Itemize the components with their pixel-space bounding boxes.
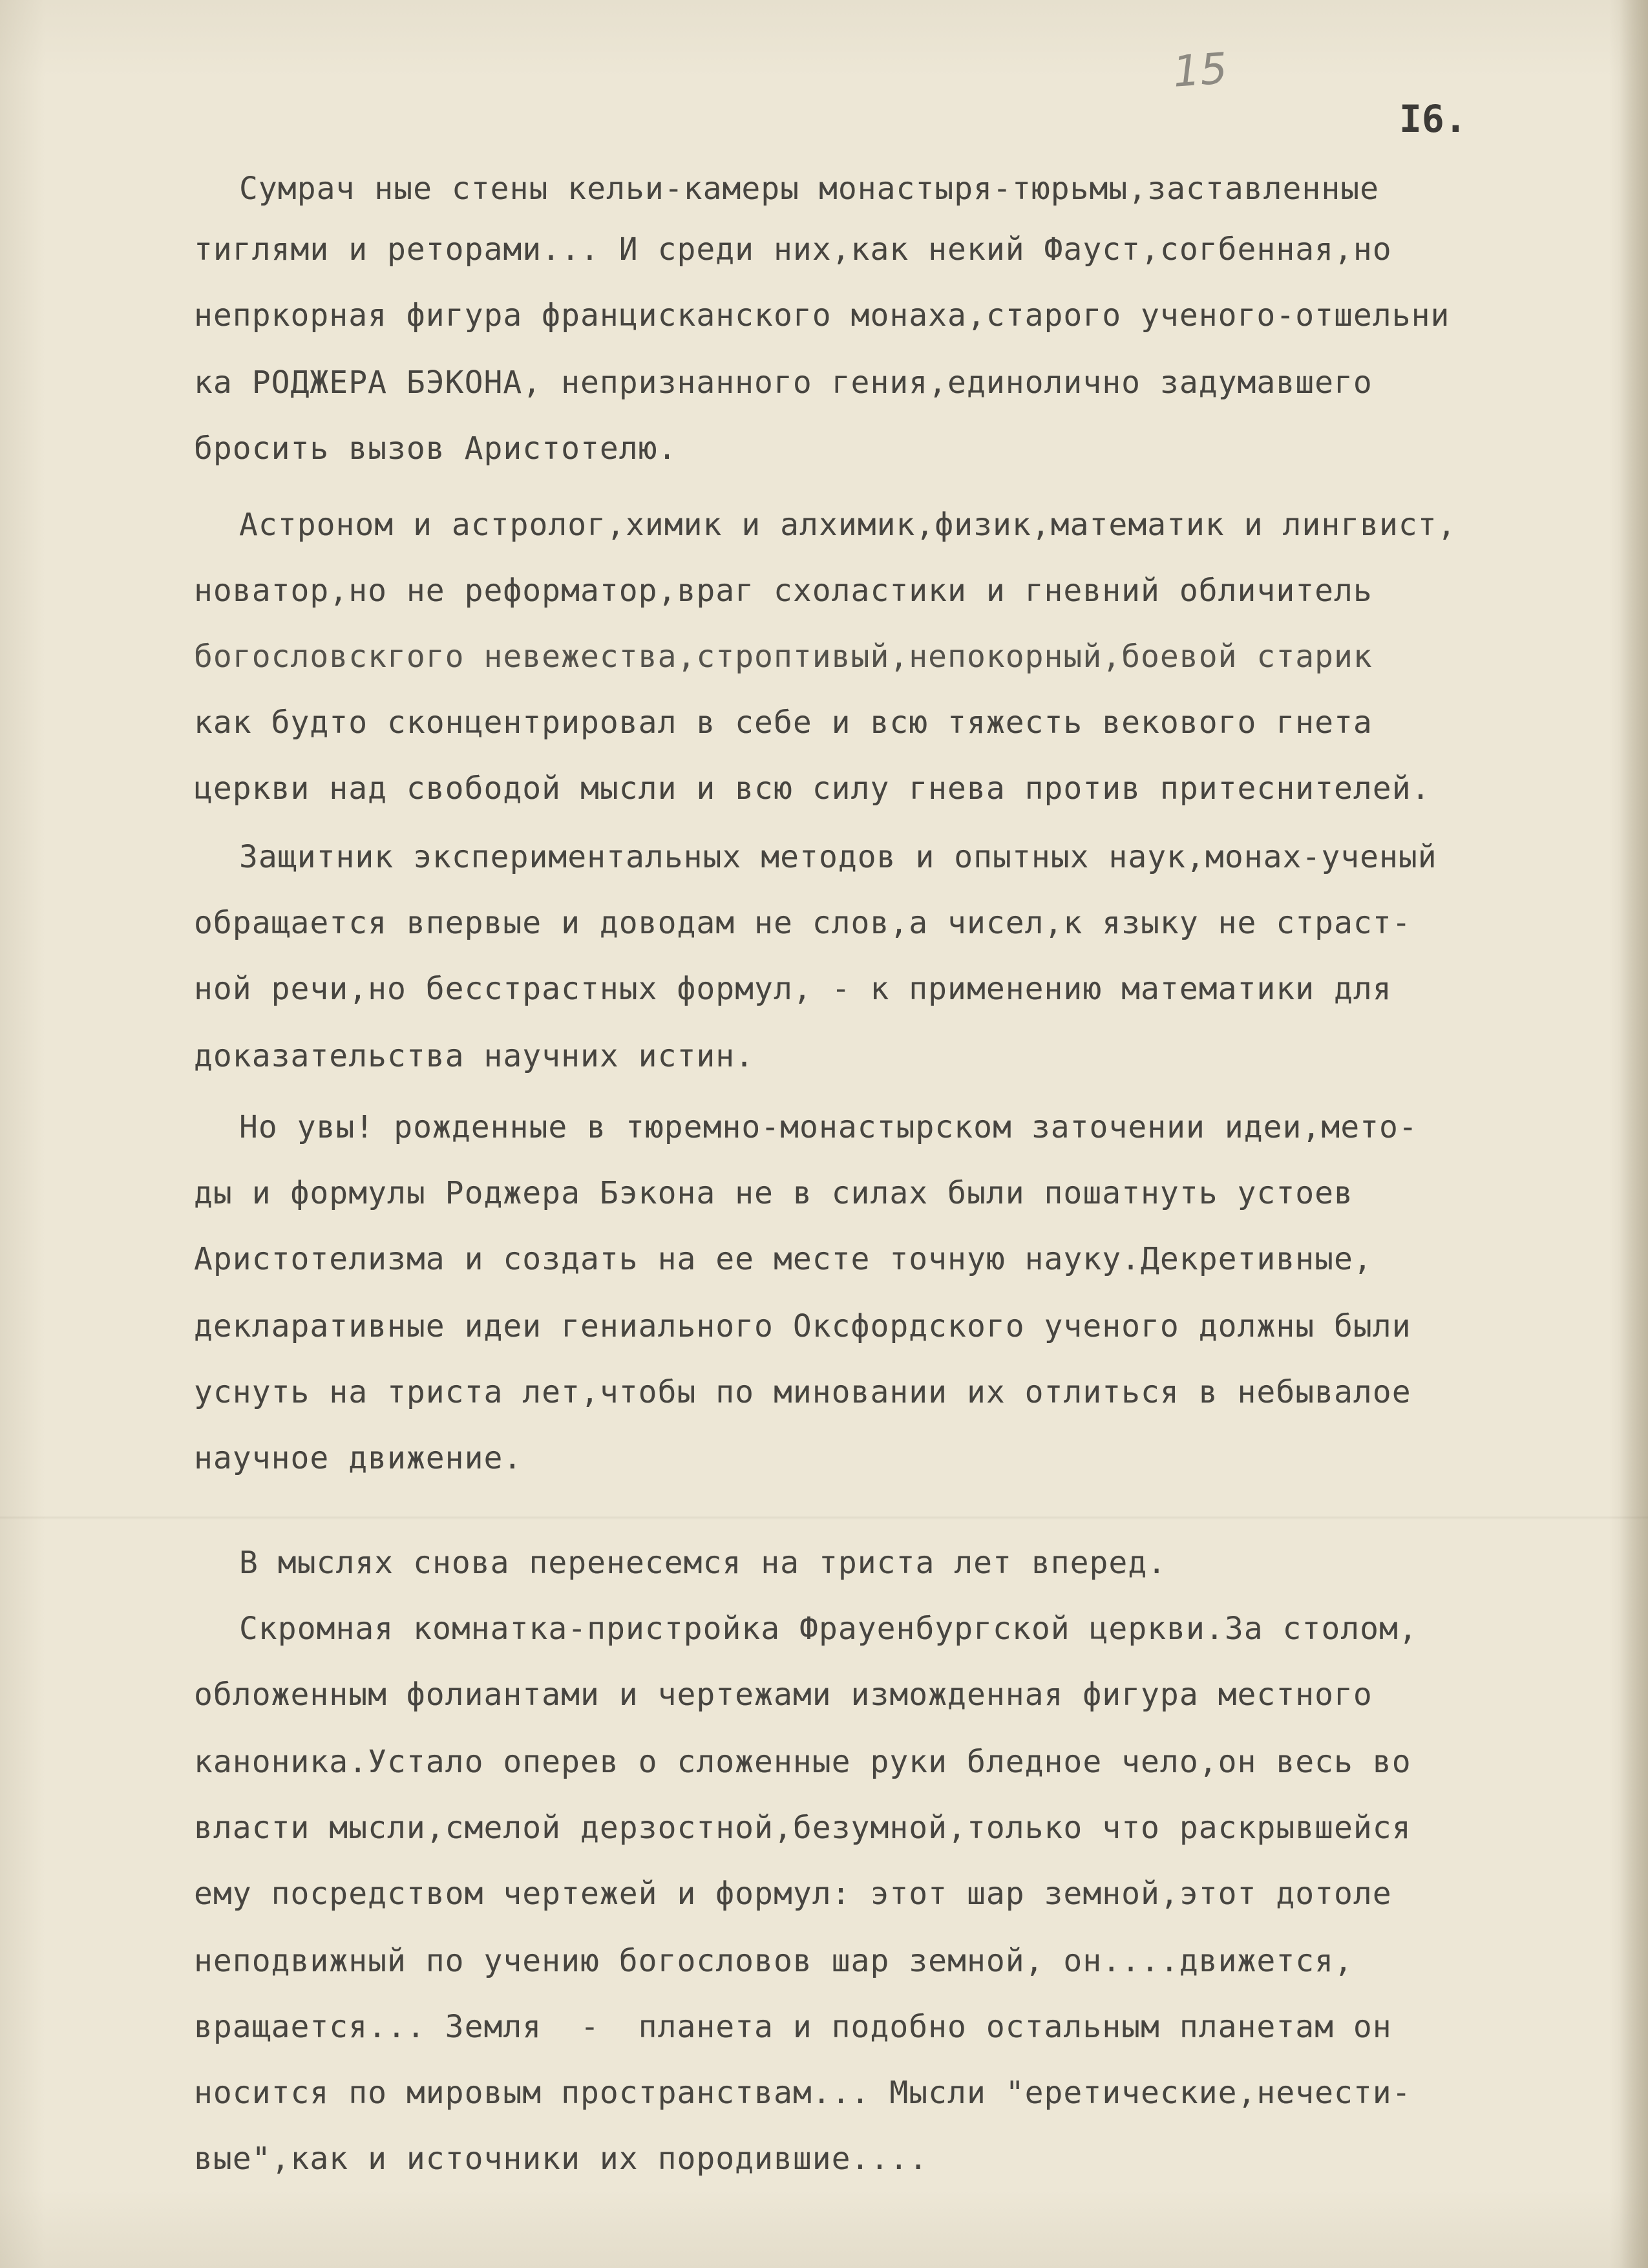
text-line: ка РОДЖЕРА БЭКОНА, непризнанного гения,единолично задумавшего bbox=[194, 365, 1373, 401]
pencil-page-number: 15 bbox=[1171, 43, 1229, 97]
text-line: Сумрач ные стены кельи-камеры монастыря-тюрьмы,заставленные bbox=[239, 171, 1380, 207]
text-line: ной речи,но бесстрастных формул, - к применению математики для bbox=[194, 971, 1392, 1007]
text-line: Астроном и астролог,химик и алхимик,физик,математик и лингвист, bbox=[239, 507, 1457, 543]
text-line: бросить вызов Аристотелю. bbox=[194, 430, 677, 467]
text-line: вые",как и источники их породившие.... bbox=[194, 2141, 929, 2177]
text-line: ему посредством чертежей и формул: этот шар земной,этот дотоле bbox=[194, 1876, 1392, 1912]
text-line: церкви над свободой мысли и всю силу гнева против притеснителей. bbox=[194, 770, 1431, 807]
paper-edge-shadow bbox=[1620, 0, 1648, 2268]
text-line: богословскгого невежества,строптивый,непокорный,боевой старик bbox=[194, 639, 1373, 675]
text-line: Скромная комнатка-пристройка Фрауенбургской церкви.За столом, bbox=[239, 1611, 1418, 1647]
text-line: как будто сконцентрировал в себе и всю тяжесть векового гнета bbox=[194, 705, 1373, 741]
paper-crease bbox=[0, 1516, 1648, 1520]
text-line: Аристотелизма и создать на ее месте точную науку.Декретивные, bbox=[194, 1241, 1373, 1277]
text-line: неподвижный по учению богословов шар земной, он....движется, bbox=[194, 1943, 1353, 1979]
text-line: новатор,но не реформатор,враг схоластики и гневний обличитель bbox=[194, 573, 1373, 609]
text-line: декларативные идеи гениального Оксфордского ученого должны были bbox=[194, 1308, 1411, 1344]
text-line: каноника.Устало оперев о сложенные руки бледное чело,он весь во bbox=[194, 1744, 1411, 1780]
text-line: непркорная фигура францисканского монаха,старого ученого-отшельни bbox=[194, 297, 1450, 334]
text-line: ды и формулы Роджера Бэкона не в силах были пошатнуть устоев bbox=[194, 1175, 1353, 1211]
text-line: Защитник экспериментальных методов и опытных наук,монах-ученый bbox=[239, 839, 1437, 875]
typed-page-number: I6. bbox=[1399, 97, 1467, 141]
text-line: власти мысли,смелой дерзостной,безумной,только что раскрывшейся bbox=[194, 1810, 1411, 1846]
text-line: обложенным фолиантами и чертежами изможденная фигура местного bbox=[194, 1677, 1373, 1713]
text-line: вращается... Земля - планета и подобно остальным планетам он bbox=[194, 2009, 1392, 2045]
text-line: Но увы! рожденные в тюремно-монастырском заточении идеи,мето- bbox=[239, 1109, 1418, 1145]
text-line: уснуть на триста лет,чтобы по миновании их отлиться в небывалое bbox=[194, 1374, 1411, 1410]
text-line: научное движение. bbox=[194, 1440, 523, 1476]
text-line: тиглями и реторами... И среди них,как некий Фауст,согбенная,но bbox=[194, 231, 1392, 268]
text-line: носится по мировым пространствам... Мысли "еретические,нечести- bbox=[194, 2075, 1411, 2111]
text-line: доказательства научних истин. bbox=[194, 1038, 755, 1074]
text-line: В мыслях снова перенесемся на триста лет вперед. bbox=[239, 1545, 1167, 1581]
text-line: обращается впервые и доводам не слов,а чисел,к языку не страст- bbox=[194, 905, 1411, 941]
